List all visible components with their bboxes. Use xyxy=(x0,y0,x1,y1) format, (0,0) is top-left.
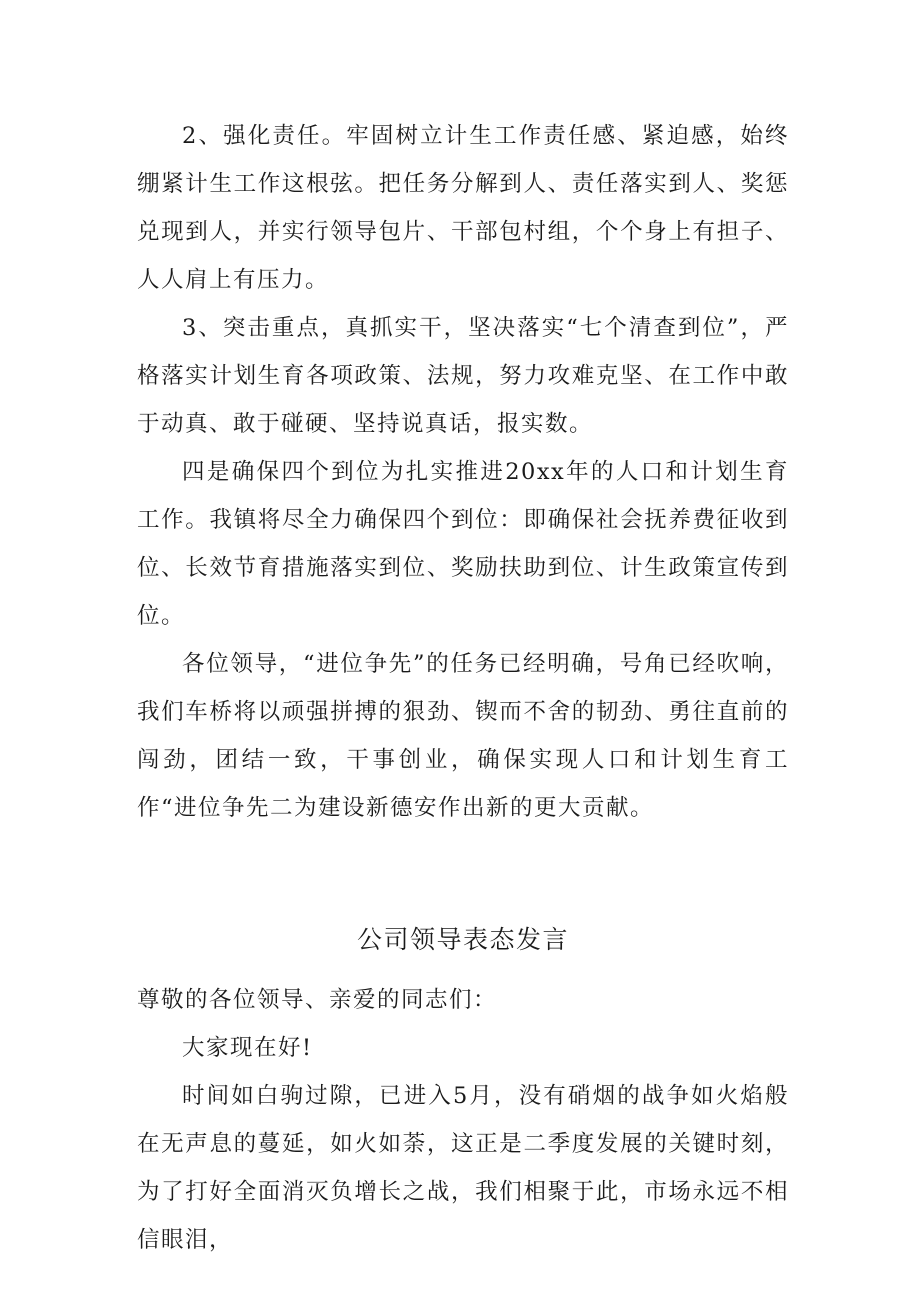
paragraph-responsibility: 2、强化责任。牢固树立计生工作责任感、紧迫感，始终绷紧计生工作这根弦。把任务分解到人、责任落实到人、奖惩兑现到人，并实行领导包片、干部包村组，个个身上有担子、人人肩上有压力。 xyxy=(137,123,789,293)
paragraph-four-ensures: 四是确保四个到位为扎实推进20xx年的人口和计划生育工作。我镇将尽全力确保四个到位：即确保社会抚养费征收到位、长效节育措施落实到位、奖励扶助到位、计生政策宣传到位。 xyxy=(137,459,789,629)
paragraph-key-points: 3、突击重点，真抓实干，坚决落实“七个清查到位”，严格落实计划生育各项政策、法规，努力攻难克坚、在工作中敢于动真、敢于碰硬、坚持说真话，报实数。 xyxy=(137,315,789,437)
section-title: 公司领导表态发言 xyxy=(356,925,569,954)
section-spacer xyxy=(137,832,789,916)
paragraph-opening: 时间如白驹过隙，已进入5月，没有硝烟的战争如火焰般在无声息的蔓延，如火如荼，这正是二季度发展的关键时刻，为了打好全面消灭负增长之战，我们相聚于此，市场永远不相信眼泪， xyxy=(137,1083,789,1253)
document-page xyxy=(137,112,789,1264)
paragraph-closing: 各位领导，“进位争先”的任务已经明确，号角已经吹响，我们车桥将以顽强拼搏的狠劲、锲而不舍的韧劲、勇往直前的闯劲，团结一致，干事创业，确保实现人口和计划生育工作“进位争先二为建设新德安作出新的更大贡献。 xyxy=(137,651,789,821)
salutation: 尊敬的各位领导、亲爱的同志们： xyxy=(137,987,498,1013)
title-spacer xyxy=(137,964,789,976)
greeting: 大家现在好! xyxy=(182,1035,313,1061)
